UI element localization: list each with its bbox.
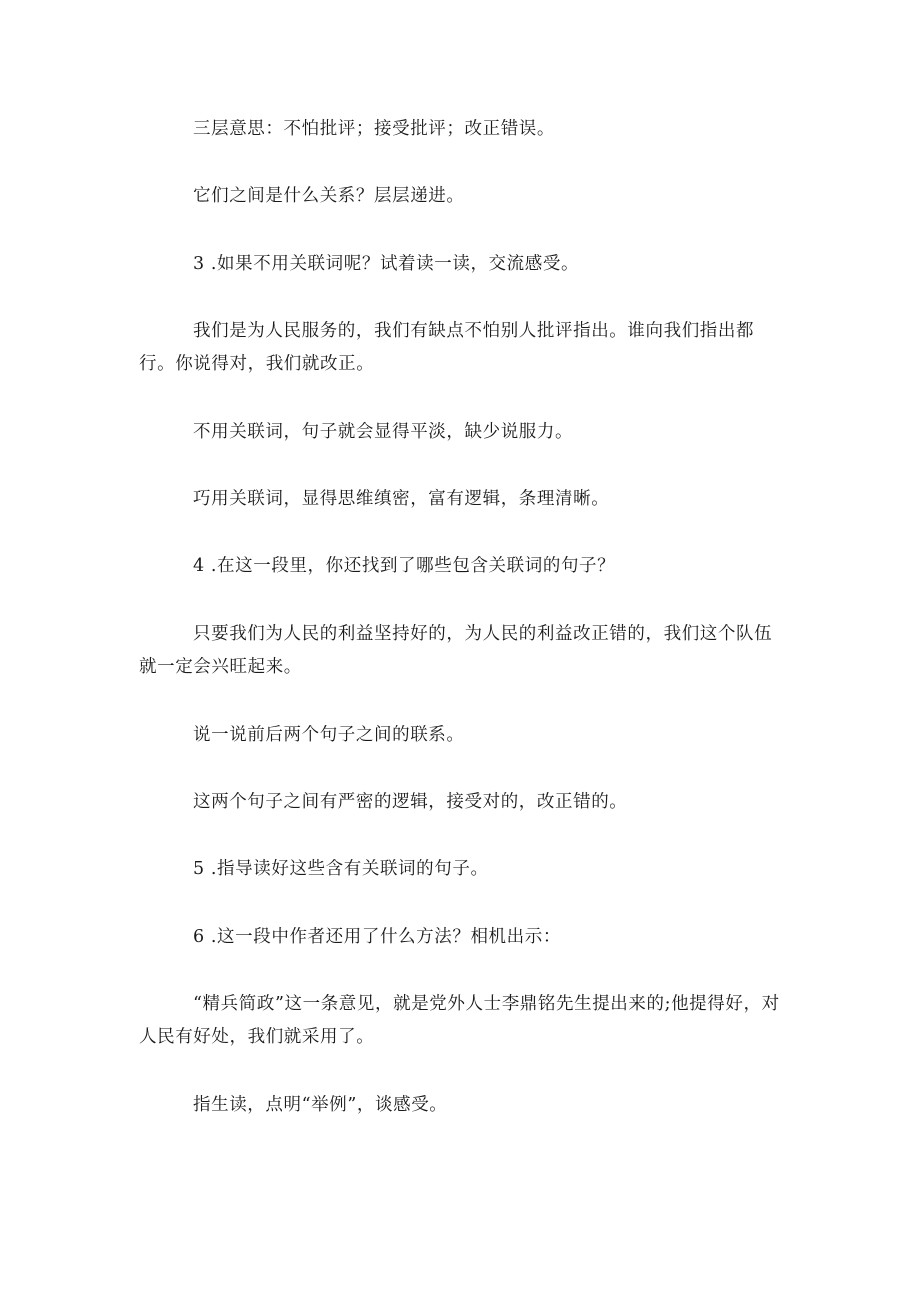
question-5: 5 .指导读好这些含有关联词的句子。 (193, 859, 489, 879)
question-4: 4 .在这一段里，你还找到了哪些包含关联词的句子？ (193, 556, 616, 576)
paragraph-three-meanings: 三层意思：不怕批评；接受批评；改正错误。 (193, 119, 555, 139)
question-3: 3 .如果不用关联词呢？试着读一读，交流感受。 (193, 254, 580, 274)
paragraph-example-sentence: 只要我们为人民的利益坚持好的，为人民的利益改正错的，我们这个队伍就一定会兴旺起来。 (139, 624, 773, 677)
question-6: 6 .这一段中作者还用了什么方法？相机出示： (193, 927, 561, 947)
paragraph-reading-instruction: 指生读，点明“举例”，谈感受。 (193, 1095, 448, 1115)
paragraph-logic-effect: 巧用关联词，显得思维缜密，富有逻辑，条理清晰。 (193, 489, 610, 509)
paragraph-strict-logic: 这两个句子之间有严密的逻辑，接受对的，改正错的。 (193, 792, 628, 812)
paragraph-plain-effect: 不用关联词，句子就会显得平淡，缺少说服力。 (193, 422, 574, 442)
paragraph-relationship: 它们之间是什么关系？层层递进。 (193, 186, 465, 206)
paragraph-quote-example: “精兵简政”这一条意见，就是党外人士李鼎铭先生提出来的;他提得好，对人民有好处，我们就采用了。 (139, 994, 780, 1047)
paragraph-discuss-connection: 说一说前后两个句子之间的联系。 (193, 725, 465, 745)
paragraph-without-conjunctions: 我们是为人民服务的，我们有缺点不怕别人批评指出。谁向我们指出都行。你说得对，我们就改正。 (139, 321, 755, 374)
